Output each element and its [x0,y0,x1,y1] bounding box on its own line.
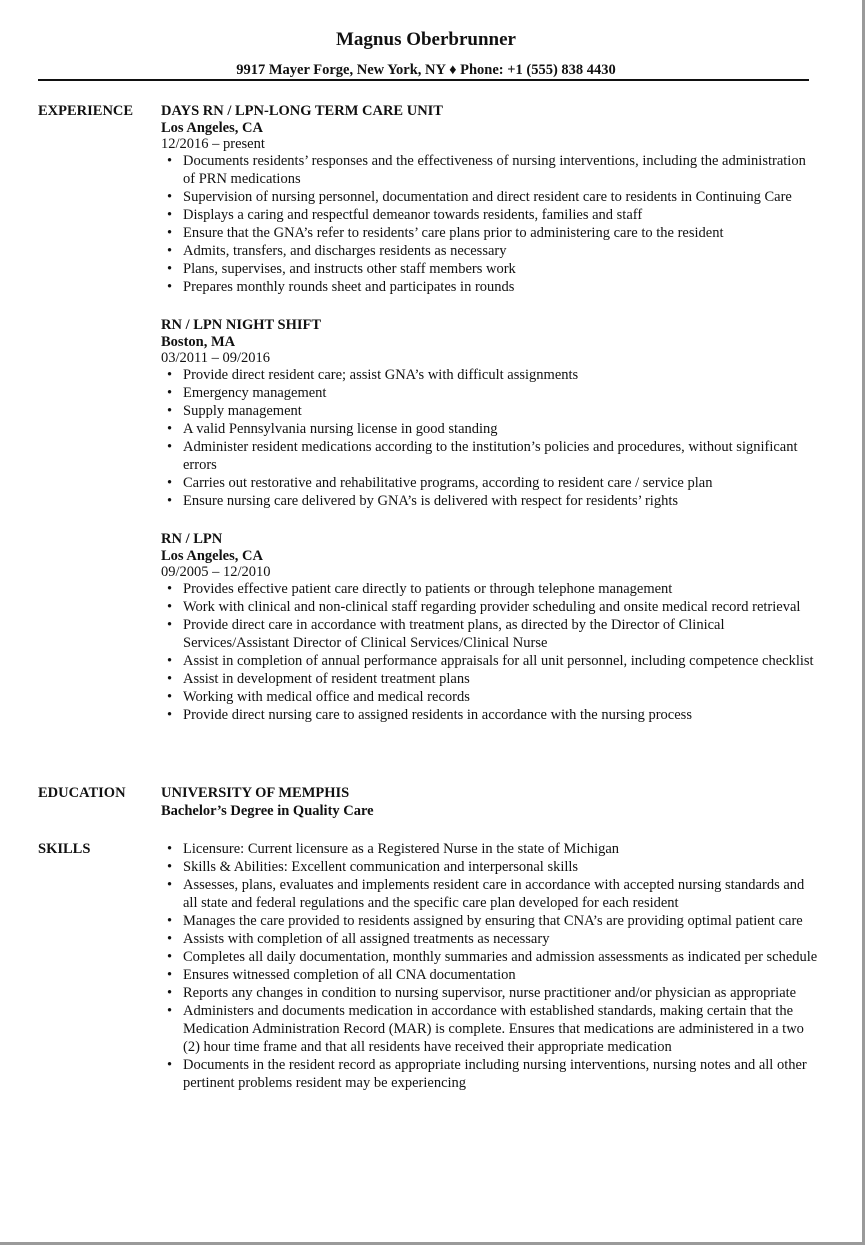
job-dates: 12/2016 – present [161,136,265,152]
skill-item: • Skills & Abilities: Excellent communication and interpersonal skills [161,858,821,876]
candidate-name: Magnus Oberbrunner [336,29,516,50]
duty-item: • Supply management [161,402,821,420]
header-divider [38,79,809,81]
skill-item: • Assesses, plans, evaluates and implements resident care in accordance with accepted nursing standards and all state and federal regulations and the specific care plan developed for each resident [161,876,821,912]
job-title: DAYS RN / LPN-LONG TERM CARE UNIT [161,103,443,119]
duty-item: • Working with medical office and medical records [161,688,821,706]
duty-item: • Admits, transfers, and discharges residents as necessary [161,242,821,260]
skills-heading: SKILLS [38,841,91,857]
job-duties [161,580,821,724]
job-title: RN / LPN [161,531,223,547]
duty-item: • Ensure nursing care delivered by GNA’s is delivered with respect for residents’ rights [161,492,821,510]
job-entry [161,102,821,296]
skills-body [161,840,821,1092]
job-entry [161,316,821,510]
duty-item: • Displays a caring and respectful demeanor towards residents, families and staff [161,206,821,224]
skill-item: • Manages the care provided to residents assigned by ensuring that CNA’s are providing optimal patient care [161,912,821,930]
duty-item: • Provides effective patient care directly to patients or through telephone management [161,580,821,598]
skill-item: • Licensure: Current licensure as a Registered Nurse in the state of Michigan [161,840,821,858]
skill-item: • Completes all daily documentation, monthly summaries and admission assessments as indicated per schedule [161,948,821,966]
skills-list [161,840,821,1092]
duty-item: • Provide direct nursing care to assigned residents in accordance with the nursing process [161,706,821,724]
duty-item: • Assist in development of resident treatment plans [161,670,821,688]
duty-item: • Supervision of nursing personnel, documentation and direct resident care to residents in Continuing Care [161,188,821,206]
experience-body [161,102,821,744]
duty-item: • Work with clinical and non-clinical staff regarding provider scheduling and onsite medical record retrieval [161,598,821,616]
duty-item: • Provide direct care in accordance with treatment plans, as directed by the Director of Clinical Services/Assistant Director of Clinical Services/Clinical Nurse [161,616,821,652]
job-location: Los Angeles, CA [161,120,263,136]
job-dates: 03/2011 – 09/2016 [161,350,271,366]
experience-heading: EXPERIENCE [38,103,134,119]
contact-line: 9917 Mayer Forge, New York, NY ♦ Phone: +1 (555) 838 4430 [236,62,616,78]
duty-item: • Emergency management [161,384,821,402]
job-entry [161,530,821,724]
skill-item: • Documents in the resident record as appropriate including nursing interventions, nursing notes and all other pertinent problems resident may be experiencing [161,1056,821,1092]
job-title: RN / LPN NIGHT SHIFT [161,317,322,333]
duty-item: • A valid Pennsylvania nursing license in good standing [161,420,821,438]
duty-item: • Prepares monthly rounds sheet and participates in rounds [161,278,821,296]
duty-item: • Ensure that the GNA’s refer to residents’ care plans prior to administering care to the resident [161,224,821,242]
skill-item: • Reports any changes in condition to nursing supervisor, nurse practitioner and/or physician as appropriate [161,984,821,1002]
education-heading: EDUCATION [38,785,126,801]
duty-item: • Carries out restorative and rehabilitative programs, according to resident care / service plan [161,474,821,492]
school-name: UNIVERSITY OF MEMPHIS [161,785,350,801]
job-dates: 09/2005 – 12/2010 [161,564,271,580]
duty-item: • Plans, supervises, and instructs other staff members work [161,260,821,278]
job-duties [161,366,821,510]
duty-item: • Documents residents’ responses and the effectiveness of nursing interventions, including the administration of PRN medications [161,152,821,188]
job-location: Los Angeles, CA [161,548,263,564]
job-duties [161,152,821,296]
skill-item: • Assists with completion of all assigned treatments as necessary [161,930,821,948]
skill-item: • Ensures witnessed completion of all CNA documentation [161,966,821,984]
skill-item: • Administers and documents medication in accordance with established standards, making certain that the Medication Administration Record (MAR) is complete. Ensures that medications are administered in a two (2) hour time frame and that all residents have received their appropriate medication [161,1002,821,1056]
duty-item: • Provide direct resident care; assist GNA’s with difficult assignments [161,366,821,384]
degree-name: Bachelor’s Degree in Quality Care [161,803,374,819]
education-body [161,784,821,820]
duty-item: • Assist in completion of annual performance appraisals for all unit personnel, including competence checklist [161,652,821,670]
job-location: Boston, MA [161,334,236,350]
duty-item: • Administer resident medications according to the institution’s policies and procedures, without significant errors [161,438,821,474]
